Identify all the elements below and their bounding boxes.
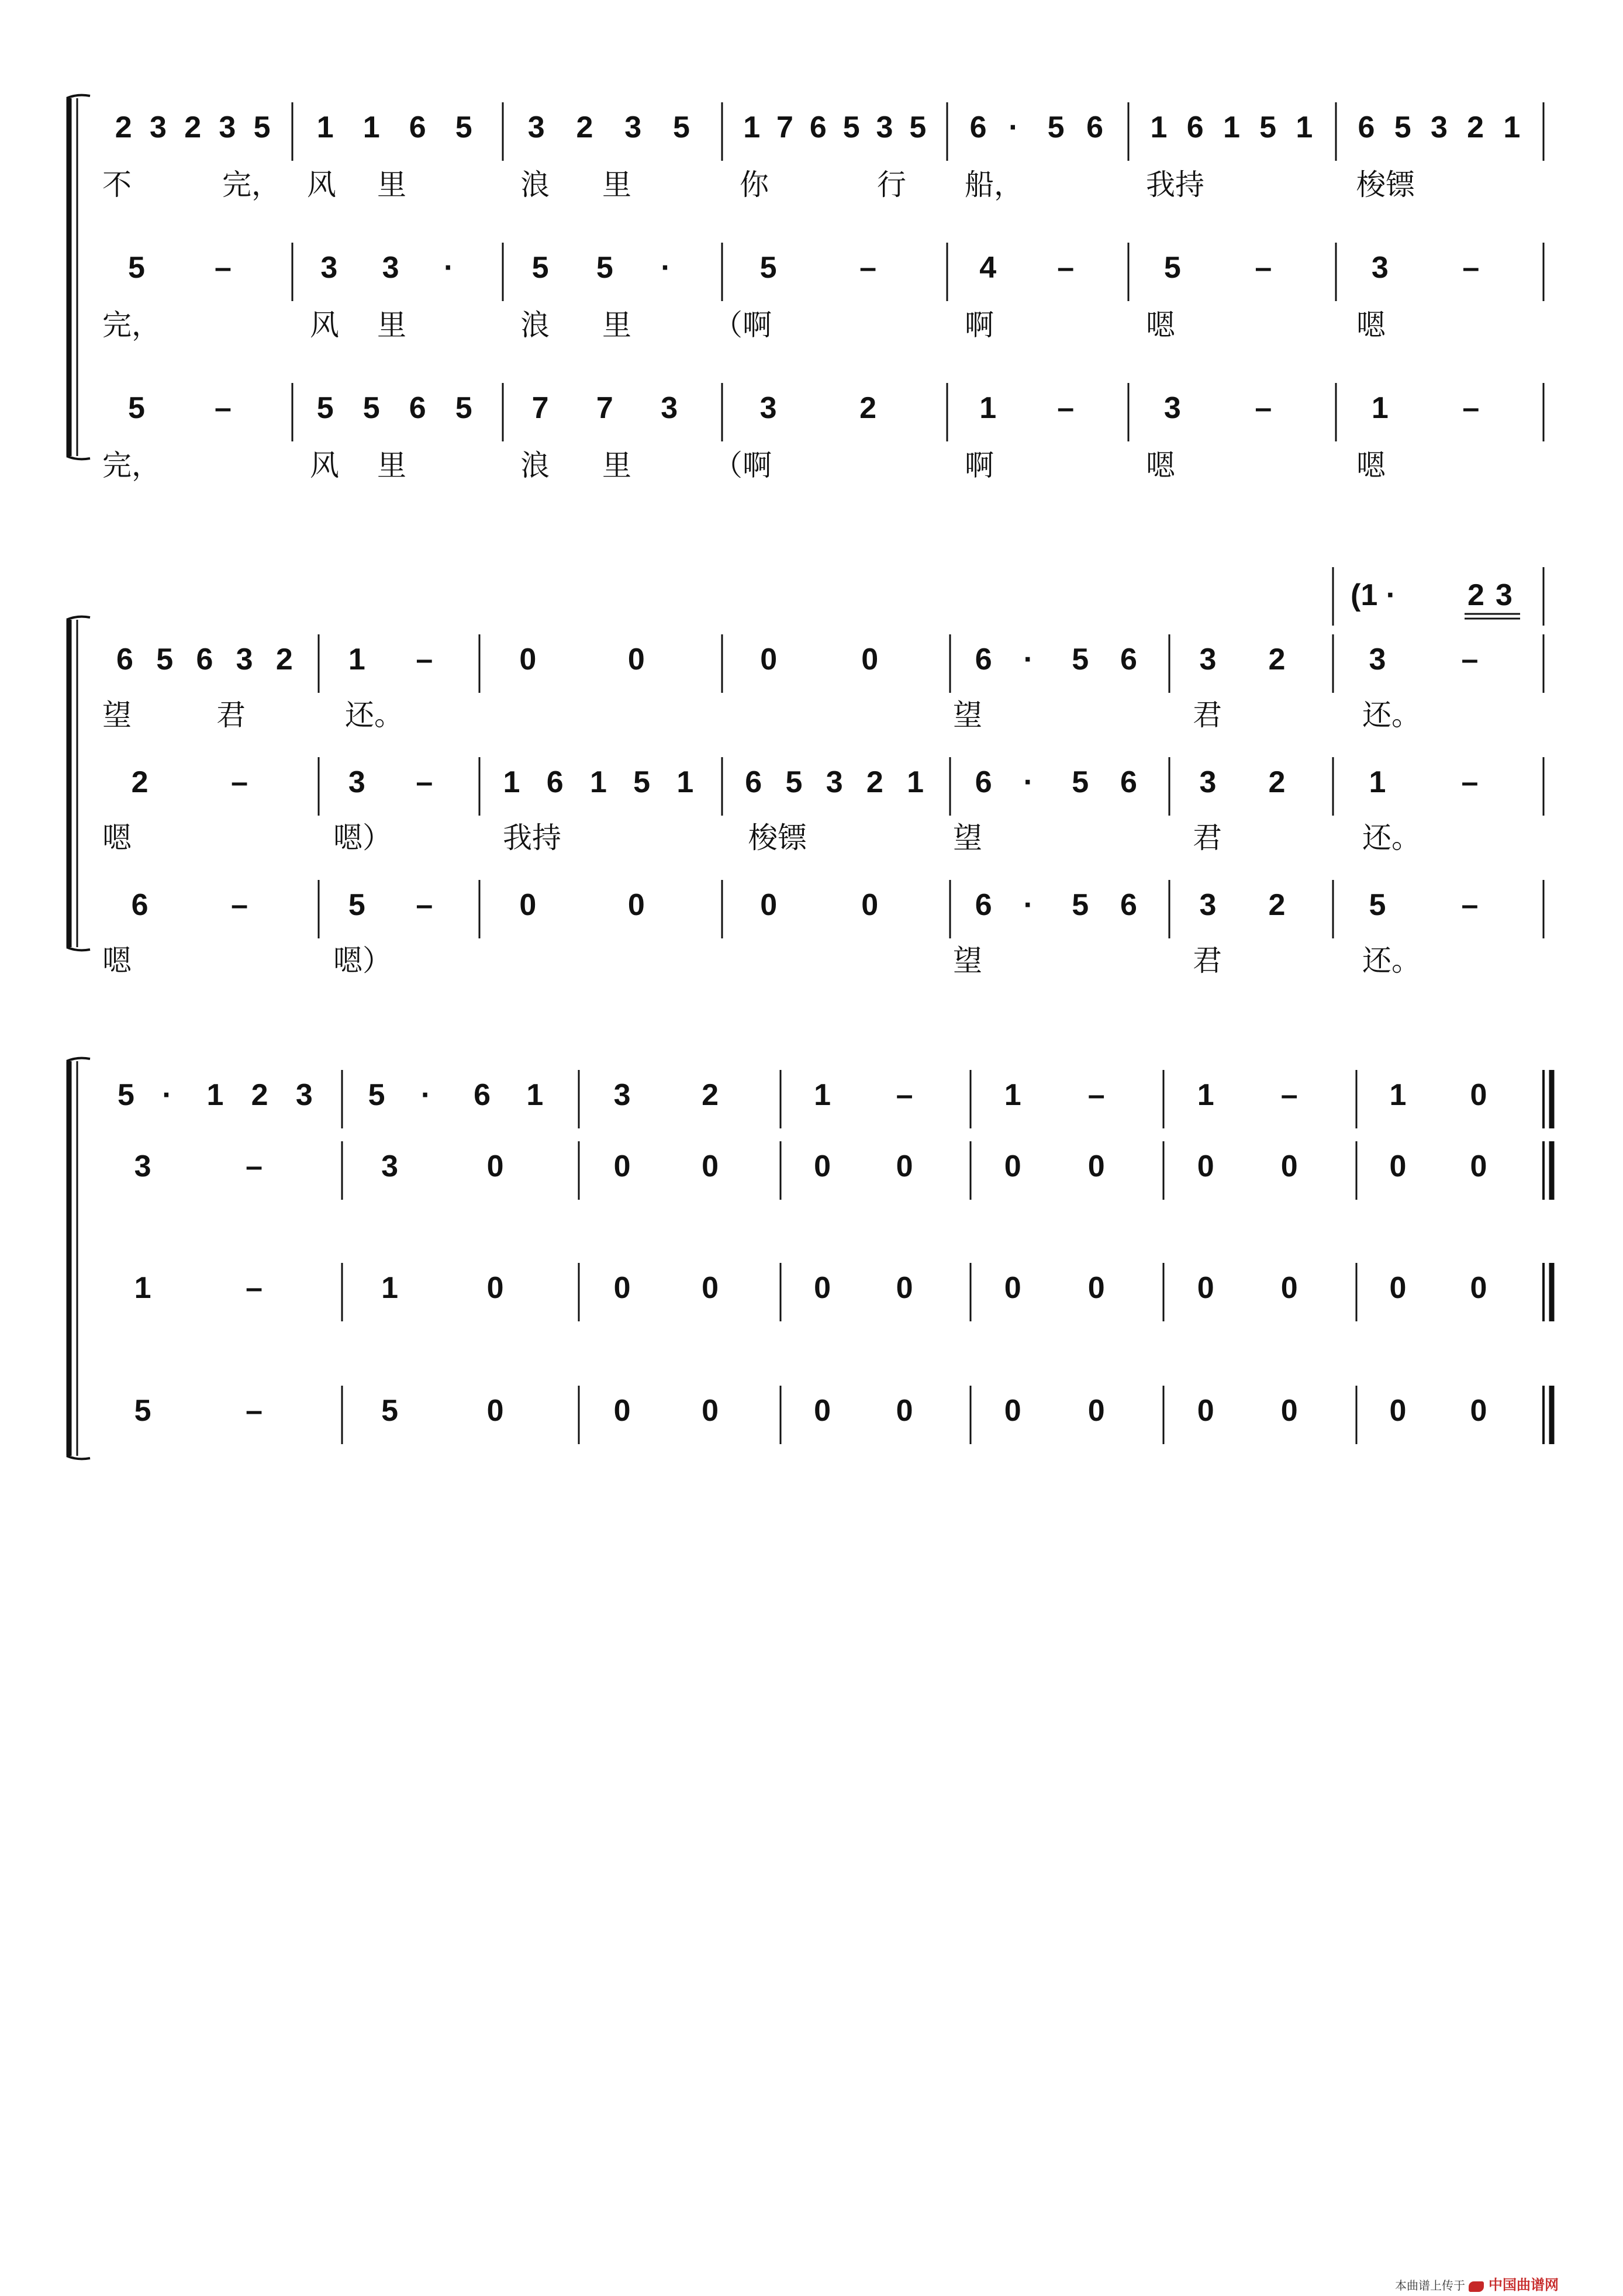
staff-line bbox=[102, 757, 1543, 855]
jianpu-note: 3 bbox=[1430, 111, 1448, 144]
jianpu-note: · bbox=[1009, 111, 1019, 144]
jianpu-note: · bbox=[1023, 765, 1034, 799]
jianpu-note: – bbox=[1057, 391, 1075, 425]
lyric-syllable: 君 bbox=[1193, 821, 1222, 855]
jianpu-note: 0 bbox=[1280, 1271, 1298, 1305]
jianpu-note: 1 bbox=[1004, 1078, 1021, 1112]
jianpu-note: 0 bbox=[814, 1149, 831, 1183]
jianpu-note: 3 bbox=[1199, 765, 1217, 799]
jianpu-note: 5 bbox=[1394, 111, 1411, 144]
jianpu-note: · bbox=[444, 251, 454, 285]
lyric-syllable: 啊 bbox=[965, 448, 994, 482]
lyric-syllable: 还。 bbox=[1362, 698, 1421, 732]
jianpu-note: 0 bbox=[1004, 1394, 1021, 1428]
lyric-syllable: 里 bbox=[602, 168, 631, 202]
lyric-syllable: 里 bbox=[602, 448, 631, 482]
lyric-syllable: 风 bbox=[310, 308, 339, 342]
jianpu-note: 6 bbox=[809, 111, 827, 144]
lyric-syllable: 嗯 bbox=[1146, 448, 1175, 482]
jianpu-note: 5 bbox=[128, 251, 145, 285]
jianpu-note: – bbox=[1255, 251, 1272, 285]
jianpu-note: 1 bbox=[1223, 111, 1240, 144]
lyric-syllable: 我持 bbox=[503, 821, 561, 855]
lyric-syllable: 望 bbox=[953, 821, 982, 855]
jianpu-note: · bbox=[661, 251, 671, 285]
footer-text: 本曲谱上传于 bbox=[1395, 2278, 1465, 2292]
jianpu-note: 0 bbox=[1470, 1394, 1487, 1428]
jianpu-note: 6 bbox=[116, 643, 133, 676]
jianpu-note: 0 bbox=[861, 888, 879, 922]
lyric-syllable: （啊 bbox=[713, 448, 772, 482]
jianpu-note: 5 bbox=[842, 111, 860, 144]
jianpu-note: 0 bbox=[702, 1394, 719, 1428]
jianpu-note: 6 bbox=[1120, 643, 1137, 676]
staff-line bbox=[102, 880, 1543, 978]
lyric-syllable: 我持 bbox=[1146, 168, 1204, 202]
jianpu-note: – bbox=[215, 391, 232, 425]
lyric-syllable: 完， bbox=[102, 448, 161, 482]
bracket-bottom-hook bbox=[67, 947, 90, 950]
footer bbox=[1395, 2273, 1559, 2294]
jianpu-note: 0 bbox=[1087, 1149, 1105, 1183]
jianpu-note: 0 bbox=[1470, 1271, 1487, 1305]
jianpu-note: – bbox=[1280, 1078, 1298, 1112]
jianpu-note: – bbox=[416, 643, 433, 676]
jianpu-note: 0 bbox=[896, 1149, 913, 1183]
jianpu-note: 5 bbox=[596, 251, 613, 285]
jianpu-note: 0 bbox=[613, 1271, 631, 1305]
jianpu-note: 5 bbox=[362, 391, 380, 425]
jianpu-note: 5 bbox=[1072, 888, 1089, 922]
lyric-syllable: （啊 bbox=[713, 308, 772, 342]
jianpu-note: 3 bbox=[527, 111, 545, 144]
jianpu-note: 3 bbox=[236, 643, 253, 676]
jianpu-note: 6 bbox=[196, 643, 213, 676]
jianpu-note: 3 bbox=[826, 765, 843, 799]
jianpu-note: 2 bbox=[115, 111, 132, 144]
jianpu-note: – bbox=[416, 765, 433, 799]
jianpu-note: 3 bbox=[1369, 643, 1386, 676]
jianpu-note: – bbox=[215, 251, 232, 285]
jianpu-note: – bbox=[859, 251, 877, 285]
score-system bbox=[67, 1058, 1552, 1459]
jianpu-note: 5 bbox=[633, 765, 651, 799]
jianpu-note: · bbox=[420, 1078, 431, 1112]
jianpu-note: 1 bbox=[907, 765, 924, 799]
lyric-syllable: 浪 bbox=[520, 168, 550, 202]
jianpu-note: 0 bbox=[1197, 1149, 1214, 1183]
lyric-syllable: 船， bbox=[965, 168, 1023, 202]
jianpu-note: – bbox=[1057, 251, 1075, 285]
jianpu-note: 2 bbox=[702, 1078, 719, 1112]
jianpu-note: 0 bbox=[1197, 1271, 1214, 1305]
jianpu-note: 2 bbox=[131, 765, 149, 799]
jianpu-note: 1 bbox=[206, 1078, 224, 1112]
jianpu-note: 7 bbox=[531, 391, 549, 425]
lyric-syllable: 里 bbox=[377, 308, 406, 342]
jianpu-note: 2 bbox=[1467, 111, 1484, 144]
jianpu-note: 0 bbox=[1004, 1271, 1021, 1305]
jianpu-note: 0 bbox=[814, 1394, 831, 1428]
jianpu-note: 1 bbox=[134, 1271, 151, 1305]
jianpu-note: 5 bbox=[368, 1078, 385, 1112]
jianpu-note: 5 bbox=[316, 391, 334, 425]
bracket-top-hook bbox=[67, 617, 90, 620]
jianpu-note: 0 bbox=[613, 1149, 631, 1183]
jianpu-note: 0 bbox=[1087, 1271, 1105, 1305]
staff-line bbox=[134, 1263, 1552, 1321]
lyric-syllable: 不 bbox=[102, 168, 132, 202]
jianpu-note: 5 bbox=[156, 643, 174, 676]
jianpu-note: · bbox=[1023, 888, 1034, 922]
jianpu-note: 3 bbox=[150, 111, 167, 144]
jianpu-note: 2 bbox=[184, 111, 202, 144]
jianpu-note: 3 bbox=[348, 765, 365, 799]
jianpu-note: 0 bbox=[613, 1394, 631, 1428]
jianpu-note: 1 bbox=[1389, 1078, 1407, 1112]
jianpu-note: 0 bbox=[486, 1394, 504, 1428]
lyric-syllable: 完， bbox=[222, 168, 281, 202]
jianpu-note: 3 bbox=[219, 111, 236, 144]
jianpu-note: 1 bbox=[348, 643, 365, 676]
jianpu-note: 6 bbox=[409, 391, 426, 425]
staff-line bbox=[134, 1386, 1552, 1444]
jianpu-note: 1 bbox=[1503, 111, 1521, 144]
jianpu-note: 1 bbox=[503, 765, 520, 799]
lyric-syllable: 风 bbox=[310, 448, 339, 482]
staff-line bbox=[102, 243, 1543, 342]
jianpu-note: 2 bbox=[1268, 765, 1286, 799]
jianpu-note: 0 bbox=[896, 1394, 913, 1428]
volta-note: 2 bbox=[1467, 578, 1484, 612]
jianpu-note: 3 bbox=[1371, 251, 1389, 285]
jianpu-note: 1 bbox=[1150, 111, 1168, 144]
jianpu-note: 0 bbox=[486, 1271, 504, 1305]
lyric-syllable: 嗯 bbox=[102, 821, 132, 855]
jianpu-note: 5 bbox=[253, 111, 271, 144]
jianpu-note: – bbox=[231, 888, 248, 922]
jianpu-note: 3 bbox=[382, 251, 399, 285]
jianpu-note: 6 bbox=[975, 888, 992, 922]
jianpu-note: 3 bbox=[876, 111, 893, 144]
jianpu-note: 5 bbox=[1369, 888, 1386, 922]
lyric-syllable: 君 bbox=[1193, 698, 1222, 732]
jianpu-note: 3 bbox=[1163, 391, 1181, 425]
lyric-syllable: 梭镖 bbox=[1356, 168, 1415, 202]
lyric-syllable: 完， bbox=[102, 308, 161, 342]
bracket-bottom-hook bbox=[67, 1456, 90, 1459]
jianpu-note: 1 bbox=[1369, 765, 1386, 799]
jianpu-note: 3 bbox=[295, 1078, 313, 1112]
jianpu-note: 0 bbox=[1087, 1394, 1105, 1428]
lyric-syllable: 浪 bbox=[520, 308, 550, 342]
lyric-syllable: 里 bbox=[377, 168, 406, 202]
lyric-syllable: 望 bbox=[102, 698, 132, 732]
lyric-syllable: 君 bbox=[1193, 944, 1222, 978]
lyric-syllable: 嗯） bbox=[333, 944, 392, 978]
jianpu-note: 1 bbox=[743, 111, 761, 144]
jianpu-note: 6 bbox=[409, 111, 426, 144]
jianpu-note: 0 bbox=[519, 888, 537, 922]
jianpu-note: – bbox=[1087, 1078, 1105, 1112]
jianpu-note: 0 bbox=[519, 643, 537, 676]
lyric-syllable: 嗯） bbox=[333, 821, 392, 855]
jianpu-note: 0 bbox=[627, 643, 645, 676]
jianpu-note: 6 bbox=[474, 1078, 491, 1112]
site-logo-icon bbox=[1469, 2281, 1484, 2292]
jianpu-note: 0 bbox=[896, 1271, 913, 1305]
footer-brand: 中国曲谱网 bbox=[1489, 2277, 1559, 2293]
jianpu-note: 6 bbox=[969, 111, 987, 144]
staff-line bbox=[102, 383, 1543, 482]
score-system bbox=[67, 95, 1543, 482]
score-system bbox=[67, 567, 1543, 978]
staff-line bbox=[118, 1070, 1552, 1128]
jianpu-note: 3 bbox=[320, 251, 338, 285]
jianpu-note: 0 bbox=[1197, 1394, 1214, 1428]
jianpu-note: 0 bbox=[814, 1271, 831, 1305]
jianpu-note: 0 bbox=[861, 643, 879, 676]
jianpu-note: – bbox=[246, 1149, 263, 1183]
jianpu-note: 1 bbox=[1371, 391, 1389, 425]
jianpu-note: 1 bbox=[1197, 1078, 1214, 1112]
jianpu-note: 2 bbox=[859, 391, 877, 425]
jianpu-note: 1 bbox=[676, 765, 694, 799]
jianpu-note: 5 bbox=[128, 391, 145, 425]
lyric-syllable: 风 bbox=[307, 168, 336, 202]
jianpu-note: 7 bbox=[776, 111, 793, 144]
lyric-syllable: 还。 bbox=[1362, 821, 1421, 855]
jianpu-note: 3 bbox=[624, 111, 642, 144]
jianpu-note: 5 bbox=[785, 765, 803, 799]
lyric-syllable: 嗯 bbox=[1356, 448, 1386, 482]
jianpu-note: – bbox=[1462, 251, 1480, 285]
jianpu-note: – bbox=[246, 1394, 263, 1428]
bracket-top-hook bbox=[67, 1058, 90, 1061]
jianpu-note: – bbox=[1461, 765, 1479, 799]
jianpu-note: – bbox=[416, 888, 433, 922]
jianpu-note: – bbox=[1461, 888, 1479, 922]
jianpu-note: 5 bbox=[455, 391, 472, 425]
jianpu-note: 6 bbox=[975, 643, 992, 676]
lyric-syllable: 望 bbox=[953, 944, 982, 978]
lyric-syllable: 嗯 bbox=[102, 944, 132, 978]
jianpu-note: 5 bbox=[1072, 765, 1089, 799]
jianpu-note: – bbox=[1462, 391, 1480, 425]
jianpu-note: 5 bbox=[531, 251, 549, 285]
staff-line bbox=[102, 102, 1543, 202]
staff-line bbox=[134, 1141, 1552, 1200]
lyric-syllable: 里 bbox=[602, 308, 631, 342]
lyric-syllable: 你 bbox=[740, 168, 769, 202]
jianpu-note: 5 bbox=[348, 888, 365, 922]
jianpu-note: 5 bbox=[455, 111, 472, 144]
jianpu-note: 5 bbox=[1047, 111, 1065, 144]
jianpu-note: 6 bbox=[1186, 111, 1204, 144]
jianpu-note: 0 bbox=[760, 643, 778, 676]
jianpu-note: · bbox=[1023, 643, 1034, 676]
jianpu-note: 6 bbox=[1358, 111, 1375, 144]
lyric-syllable: 望 bbox=[953, 698, 982, 732]
jianpu-note: 7 bbox=[596, 391, 613, 425]
jianpu-note: 0 bbox=[1280, 1394, 1298, 1428]
jianpu-note: 2 bbox=[576, 111, 593, 144]
jianpu-note: 5 bbox=[672, 111, 690, 144]
jianpu-note: 5 bbox=[118, 1078, 134, 1112]
jianpu-note: 3 bbox=[613, 1078, 631, 1112]
jianpu-note: 0 bbox=[702, 1271, 719, 1305]
jianpu-note: 6 bbox=[546, 765, 564, 799]
jianpu-note: 0 bbox=[1470, 1149, 1487, 1183]
jianpu-note: 2 bbox=[1268, 643, 1286, 676]
jianpu-note: 6 bbox=[1120, 888, 1137, 922]
jianpu-note: · bbox=[162, 1078, 172, 1112]
jianpu-note: 6 bbox=[975, 765, 992, 799]
jianpu-note: 2 bbox=[275, 643, 293, 676]
jianpu-note: 1 bbox=[589, 765, 607, 799]
jianpu-note: 6 bbox=[131, 888, 149, 922]
lyric-syllable: 里 bbox=[377, 448, 406, 482]
jianpu-note: – bbox=[1461, 643, 1479, 676]
bracket-top-hook bbox=[67, 95, 90, 98]
jianpu-note: 2 bbox=[866, 765, 883, 799]
volta-label: (1 · bbox=[1351, 578, 1396, 612]
jianpu-note: 3 bbox=[661, 391, 678, 425]
jianpu-note: 0 bbox=[1004, 1149, 1021, 1183]
jianpu-note: 0 bbox=[702, 1149, 719, 1183]
jianpu-note: 0 bbox=[1280, 1149, 1298, 1183]
jianpu-note: 3 bbox=[1199, 643, 1217, 676]
jianpu-note: 3 bbox=[134, 1149, 151, 1183]
jianpu-note: 5 bbox=[1072, 643, 1089, 676]
jianpu-note: 5 bbox=[909, 111, 927, 144]
jianpu-note: 1 bbox=[1296, 111, 1313, 144]
jianpu-note: 0 bbox=[760, 888, 778, 922]
jianpu-note: 1 bbox=[526, 1078, 544, 1112]
jianpu-note: 2 bbox=[1268, 888, 1286, 922]
jianpu-note: 0 bbox=[486, 1149, 504, 1183]
lyric-syllable: 啊 bbox=[965, 308, 994, 342]
jianpu-note: 3 bbox=[759, 391, 777, 425]
jianpu-note: 3 bbox=[1199, 888, 1217, 922]
lyric-syllable: 梭镖 bbox=[748, 821, 807, 855]
jianpu-note: 5 bbox=[1163, 251, 1181, 285]
jianpu-note: 5 bbox=[1259, 111, 1277, 144]
staff-line bbox=[102, 634, 1543, 732]
jianpu-note: – bbox=[1255, 391, 1272, 425]
jianpu-note: 2 bbox=[251, 1078, 268, 1112]
lyric-syllable: 嗯 bbox=[1356, 308, 1386, 342]
volta-alternate bbox=[1333, 567, 1543, 626]
lyric-syllable: 浪 bbox=[520, 448, 550, 482]
jianpu-note: 3 bbox=[381, 1149, 399, 1183]
jianpu-note: 6 bbox=[745, 765, 762, 799]
jianpu-note: 1 bbox=[381, 1271, 399, 1305]
jianpu-note: 1 bbox=[362, 111, 380, 144]
jianpu-note: 1 bbox=[814, 1078, 831, 1112]
jianpu-note: 5 bbox=[134, 1394, 151, 1428]
jianpu-note: 0 bbox=[1389, 1394, 1407, 1428]
jianpu-note: 0 bbox=[627, 888, 645, 922]
jianpu-note: – bbox=[231, 765, 248, 799]
bracket-bottom-hook bbox=[67, 456, 90, 459]
jianpu-note: 1 bbox=[979, 391, 997, 425]
jianpu-note: 0 bbox=[1389, 1271, 1407, 1305]
jianpu-note: 0 bbox=[1389, 1149, 1407, 1183]
jianpu-note: 5 bbox=[759, 251, 777, 285]
lyric-syllable: 还。 bbox=[345, 698, 403, 732]
jianpu-note: 6 bbox=[1086, 111, 1104, 144]
jianpu-note: 4 bbox=[979, 251, 997, 285]
volta-note: 3 bbox=[1496, 578, 1513, 612]
jianpu-note: 0 bbox=[1470, 1078, 1487, 1112]
lyric-syllable: 君 bbox=[216, 698, 246, 732]
lyric-syllable: 嗯 bbox=[1146, 308, 1175, 342]
lyric-syllable: 还。 bbox=[1362, 944, 1421, 978]
jianpu-note: – bbox=[896, 1078, 913, 1112]
jianpu-note: 6 bbox=[1120, 765, 1137, 799]
jianpu-note: 1 bbox=[316, 111, 334, 144]
jianpu-note: 5 bbox=[381, 1394, 399, 1428]
jianpu-note: – bbox=[246, 1271, 263, 1305]
lyric-syllable: 行 bbox=[877, 168, 906, 202]
